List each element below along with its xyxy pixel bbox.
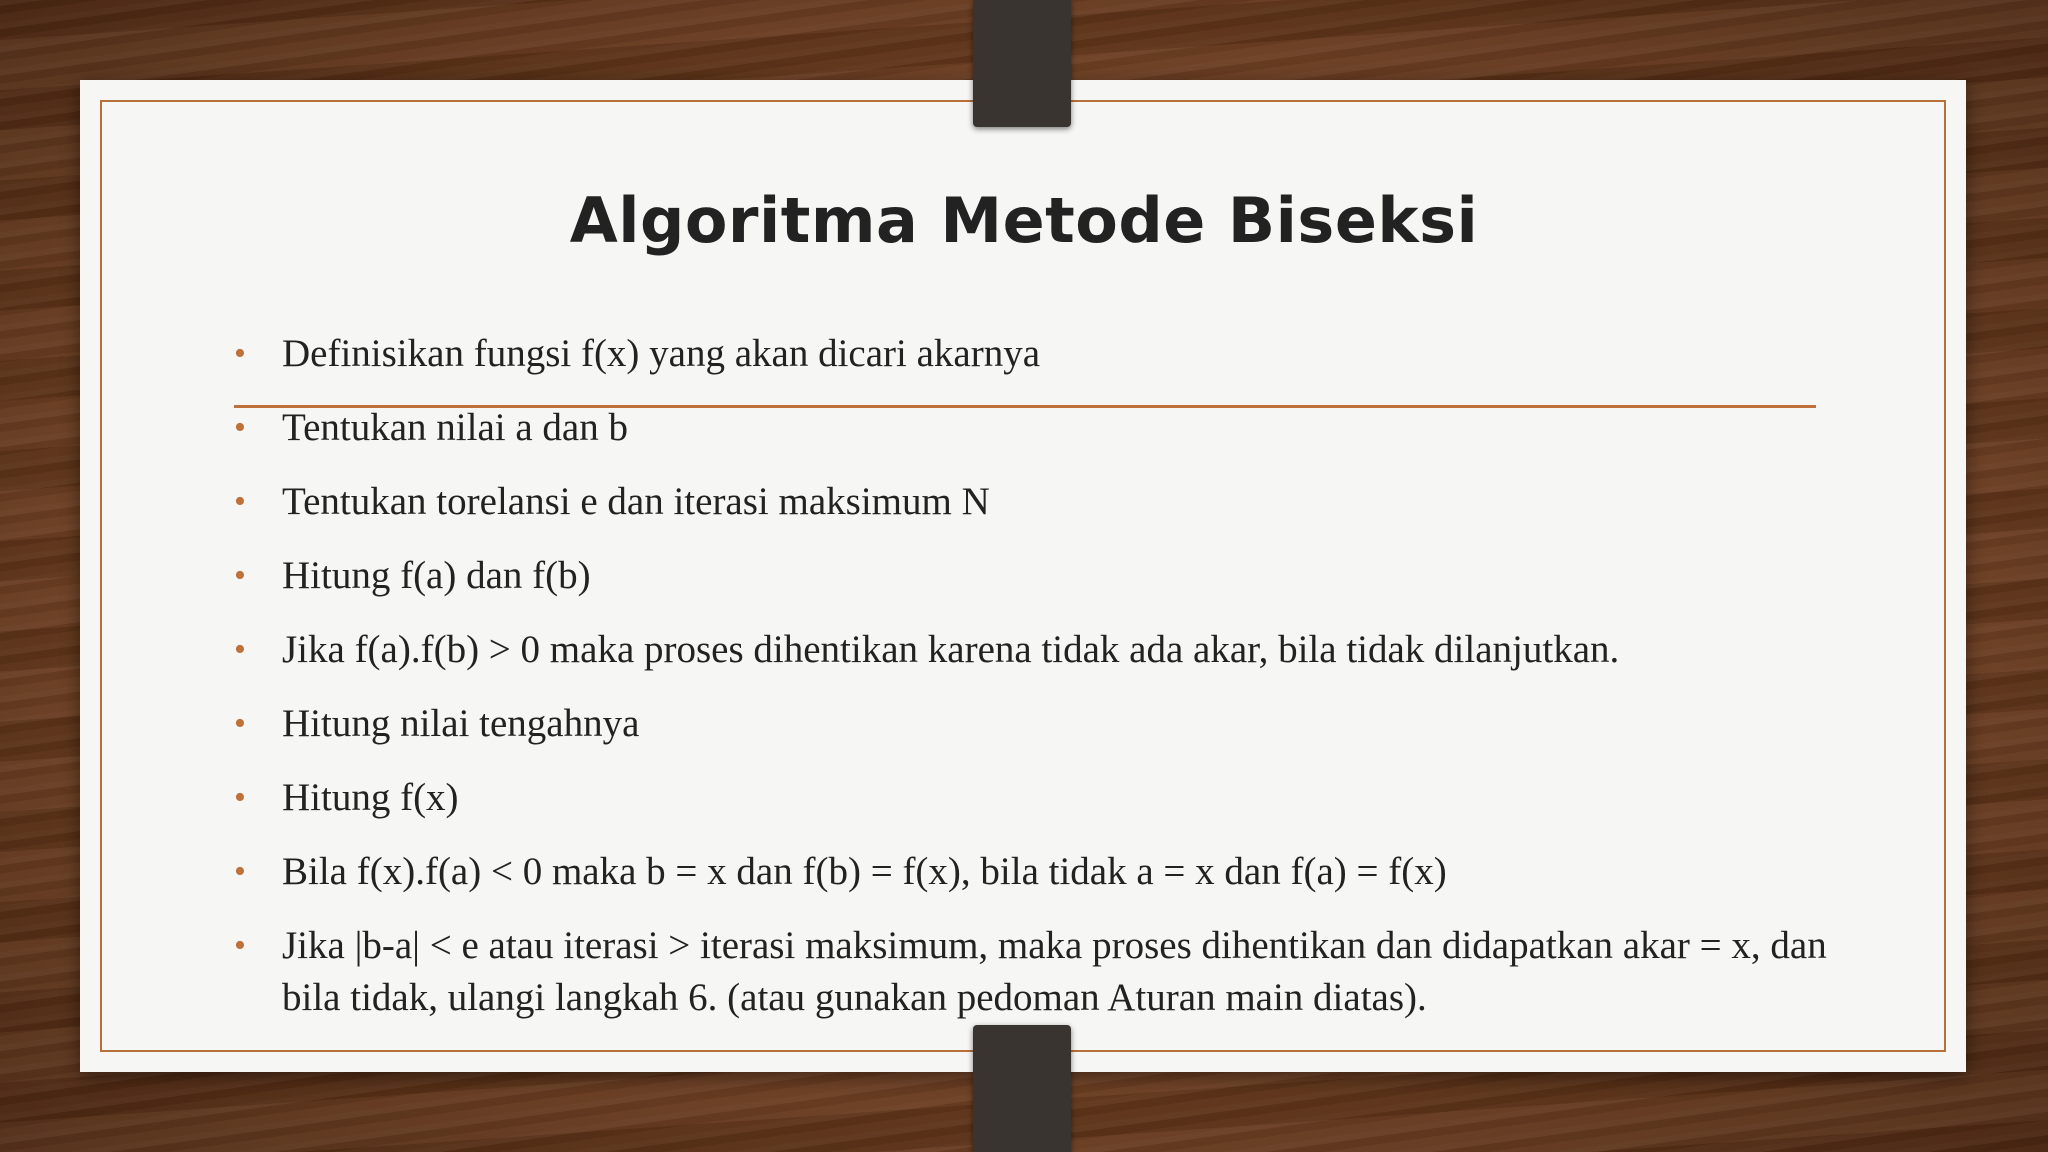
bullet-dot-icon: • xyxy=(234,557,246,594)
bullet-text: Hitung f(x) xyxy=(282,776,459,819)
bullet-item xyxy=(232,772,1892,824)
bullet-text: Bila f(x).f(a) < 0 maka b = x dan f(b) = f(x), bila tidak a = x dan f(a) = f(x) xyxy=(282,850,1447,893)
bullet-text: Tentukan nilai a dan b xyxy=(282,406,628,449)
bullet-item xyxy=(232,920,1892,1024)
bullet-dot-icon: • xyxy=(234,705,246,742)
bullet-dot-icon: • xyxy=(234,335,246,372)
slide-title: Algoritma Metode Biseksi xyxy=(569,184,1479,257)
bullet-list xyxy=(232,328,1892,1046)
bullet-item xyxy=(232,846,1892,898)
bullet-text: Definisikan fungsi f(x) yang akan dicari akarnya xyxy=(282,332,1041,375)
bullet-dot-icon: • xyxy=(234,779,246,816)
bullet-item xyxy=(232,476,1892,528)
binder-clip-top xyxy=(973,0,1071,127)
bullet-item xyxy=(232,328,1892,380)
bullet-text: Tentukan torelansi e dan iterasi maksimum N xyxy=(282,480,990,523)
bullet-item xyxy=(232,402,1892,454)
bullet-dot-icon: • xyxy=(234,927,246,964)
bullet-dot-icon: • xyxy=(234,853,246,890)
bullet-item xyxy=(232,624,1892,676)
binder-clip-bottom xyxy=(973,1025,1071,1152)
bullet-dot-icon: • xyxy=(234,631,246,668)
bullet-item xyxy=(232,698,1892,750)
bullet-text: Hitung f(a) dan f(b) xyxy=(282,554,591,597)
bullet-item xyxy=(232,550,1892,602)
bullet-dot-icon: • xyxy=(234,483,246,520)
bullet-text: Jika |b-a| < e atau iterasi > iterasi maksimum, maka proses dihentikan dan didapatkan akar = x, dan bila tidak, ulangi langkah 6. (atau gunakan pedoman Aturan main diatas). xyxy=(282,924,1827,1019)
bullet-text: Hitung nilai tengahnya xyxy=(282,702,640,745)
bullet-dot-icon: • xyxy=(234,409,246,446)
bullet-text: Jika f(a).f(b) > 0 maka proses dihentikan karena tidak ada akar, bila tidak dilanjutkan. xyxy=(282,628,1620,671)
